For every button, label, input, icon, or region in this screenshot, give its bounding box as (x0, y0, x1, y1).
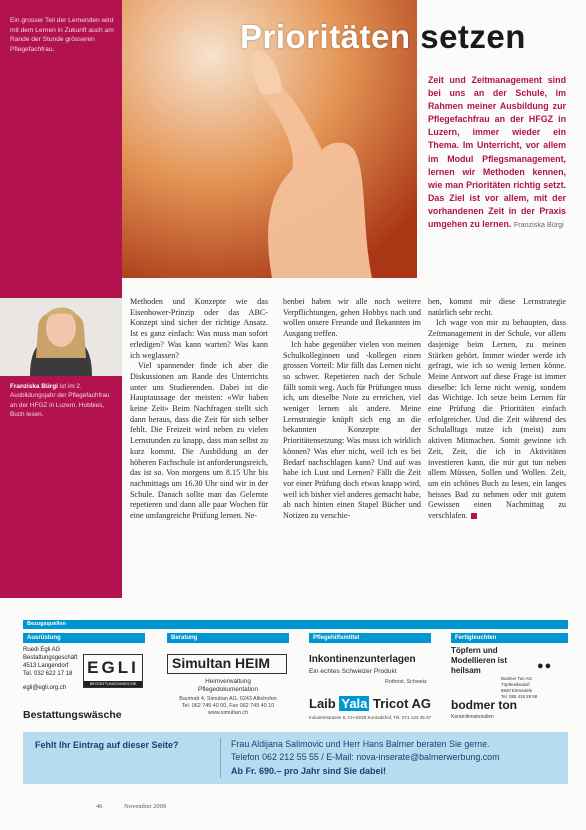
portrait-photo (0, 298, 122, 376)
end-mark-icon (471, 513, 477, 519)
page-number: 46 (96, 803, 103, 810)
headline-line: Modellieren ist (451, 656, 508, 665)
ad-simultan[interactable] (167, 646, 289, 724)
ad-laib-yala[interactable] (309, 646, 431, 724)
category-label: Beratung (167, 633, 289, 643)
headline-line: heilsam (451, 666, 481, 675)
sidebar-band (0, 0, 122, 598)
category-label: Pflegehilfsmittel (309, 633, 431, 643)
paragraph: Viel spannender finde ich aber die Diskussionen am Rande des Unterrichts unter uns Studierenden. Dabei ist die Hauptaussage der meisten: «Wir haben keine Zeit» Beim Nachfragen stellt sich dann heraus, dass die Zeit für sich selber fehlt. Die Freizeit wird neben zu vielen Lernstunden zu knapp, dass man selbst zu kurz kommt. Die Ausbildung an der höheren Fachschule ist anforderungsreich, das ist so. Von morgens um 8.15 Uhr bis nachmittags um 16.30 Uhr sind wir in der Schule. Danach sollte man das Gelernte repetieren und dann alle paar Wochen für eine umfangreiche Prüfung lernen. Ne- (130, 361, 268, 521)
lead-author: Franziska Bürgi (513, 220, 564, 230)
promo-line: Frau Aldijana Salimovic und Herr Hans Balmer beraten Sie gerne. (231, 739, 490, 749)
subline: Heimverwaltung (205, 678, 251, 685)
sidebar-caption-bottom (10, 382, 116, 420)
body-column-1 (130, 297, 268, 522)
egli-logo (83, 654, 143, 688)
brand-part: Laib (309, 696, 336, 711)
issue-date: November 2009 (124, 803, 167, 810)
address-line: Tel. 032 622 17 18 (23, 671, 73, 677)
title-word-1: Prioritäten (240, 18, 411, 55)
ad-product: Bestattungswäsche (23, 709, 122, 721)
ad-subline: Ein echtes Schweizer Produkt (309, 668, 397, 675)
paragraph (428, 318, 566, 521)
ad-address (167, 696, 289, 717)
ad-contact (501, 676, 537, 700)
dots-icon: ●● (537, 660, 553, 672)
page-footer (96, 803, 166, 810)
subline: Pflegedokumentation (197, 686, 259, 693)
promo-banner[interactable] (23, 732, 568, 784)
promo-question: Fehlt Ihr Eintrag auf dieser Seite? (35, 740, 179, 750)
portrait-illustration (0, 298, 122, 376)
address-line[interactable]: www.simultan.ch (207, 710, 249, 716)
category-label: Fertigleuchten (451, 633, 568, 643)
contact-line: 8840 Einsiedeln (501, 688, 533, 693)
paragraph: Methoden und Konzepte wie das Eisenhower-Prinzip oder das ABC-Konzept sind sicher der richtige Ansatz. Ist es ganz einfach: Was muss man sofort erledigen? Was kann warten? Was kann ich weglassen? (130, 297, 268, 360)
paragraph: ben, kommt mir diese Lernstrategie natürlich sehr recht. (428, 297, 566, 317)
body-column-3 (428, 297, 566, 522)
paragraph-text: Ich wage von mir zu behaupten, dass Zeitmanagement in der Schule, vor allem dasjenige beim Lernen, zu meinen Stärken gehört. Immer wieder werde ich gefragt, wie ich so wenig lernen könne. Meine Antwort auf diese Frage ist immer dieselbe: Ich lerne nicht wenig, sondern das Wichtige. Ich setze beim Lernen für eine Prüfung die Prioritäten einfach erfolgreicher. Und die Zeit während des Schulalltags nutze ich (meist) zum aktiven Mitmachen. Somit gewinne ich Zeit, Zeit, die ich in Aktivitäten investieren kann, die mir gut tun neben allem Müssen, Sollen und Wollen. Zeit, um ein schönes Buch zu lesen, ein langes heisses Bad zu nehmen oder mit gutem Gewissen einen Nachmittag zu verschlafen. (428, 318, 566, 521)
promo-contact[interactable]: Telefon 062 212 55 55 / E-Mail: nova-inserate@balmerwerbung.com (231, 752, 500, 762)
contact-line: Töpfereibedarf (501, 682, 530, 687)
ad-egli[interactable] (23, 646, 145, 724)
article-title (240, 18, 526, 56)
ad-headline: Inkontinenzunterlagen (309, 654, 416, 665)
category-label: Ausrüstung (23, 633, 145, 643)
directory-header: Bezugsquellen (23, 620, 568, 629)
address-line: 4513 Langendorf (23, 663, 69, 669)
logo-subtext: BESTATTUNGSWÄSCHE (84, 681, 142, 687)
headline-line: Töpfern und (451, 646, 498, 655)
address-line: Tel. 062 749 40 00, Fax 062 749 40 10 (181, 703, 275, 709)
caption-author-text: ist im 2. Ausbildungsjahr der Pflegefachfrau an der HFGZ in Luzern. Hobbies, Buch lesen. (10, 383, 110, 419)
brand-subline: Keramikmaterialien (451, 714, 494, 720)
ad-email[interactable]: egli@egli.org.ch (23, 685, 67, 691)
address-line: Bestattungsgeschäft (23, 655, 78, 661)
contact-line: Bodmer Ton AG (501, 676, 532, 681)
sidebar-caption-top: Ein grosser Teil der Lernenden wird mit dem Lernen in Zukunft auch am Rande der Stunde grösseren Pflegefachfrau. (10, 17, 114, 53)
brand-part: Yala (341, 696, 368, 711)
paragraph: Ich habe gegenüber vielen von meinen Schulkolleginnen und -kollegen einen grossen Vorteil: Mir fällt das Lernen nicht so schwer. Repetieren nach der Schule fällt somit weg. Auch für Prüfungen muss ich, um dieselbe Note zu erreichen, viel weniger lernen als andere. Meine Lernstrategie knüpft sich eng an die bekannten Konzepte der Prioritätensetzung: Was muss ich wirklich können? Was eher nicht, weil ich es bei Bedarf nachschlagen kann? Und auf was habe ich Lust und Lernen? Fällt die Zeit vor einer Prüfung doch etwas knapp wird, weil ich bisher viel anderes gemacht habe, ab nach hinten einen Stapel Bücher und Notizen zu verschie- (283, 339, 421, 521)
title-word-2: setzen (420, 18, 526, 55)
promo-price: Ab Fr. 690.– pro Jahr sind Sie dabei! (231, 766, 387, 776)
simultan-logo: Simultan HEIM (167, 654, 287, 674)
ad-subline (167, 678, 289, 694)
ad-footer: Industriestrasse 5, CH-9248 Konradshof, Tel. 071 123 45 67 (309, 715, 431, 720)
address-line: Ruedi Egli AG (23, 647, 61, 653)
divider (220, 738, 221, 778)
ad-headline (451, 646, 507, 676)
paragraph: benbei haben wir alle noch weitere Verpflichtungen, gehen Hobbys nach und wollen unsere Freunde und Bekannten im Ausgang treffen. (283, 297, 421, 339)
ad-location: Rothrist, Schweiz (385, 679, 427, 685)
article-lead (428, 74, 566, 231)
ad-bodmer[interactable] (451, 646, 568, 724)
body-column-2 (283, 297, 421, 522)
caption-author-name: Franziska Bürgi (10, 383, 58, 390)
brand-part: Tricot AG (373, 696, 431, 711)
laib-yala-logo (309, 696, 431, 711)
lead-text: Zeit und Zeitmanagement sind bei uns an der Schule, im Rahmen meiner Ausbildung zur Pflegefachfrau an der HFGZ in Luzern, immer wieder ein Thema. Im Unterricht, vor allem im Modul Pflegsmanagement, lernen wir Methoden kennen, wie man Prioritäten richtig setzt. Das Ziel ist vor allem, mit der vorhandenen Zeit in der Praxis umgehen zu lernen. (428, 75, 566, 230)
bodmer-logo: bodmer ton (451, 698, 517, 712)
logo-text: EGLI (87, 658, 139, 677)
contact-line: Tel. 055 418 28 58 (501, 694, 538, 699)
address-line: Baumatt 4, Simultan AG, 6243 Altishofen (179, 696, 277, 702)
